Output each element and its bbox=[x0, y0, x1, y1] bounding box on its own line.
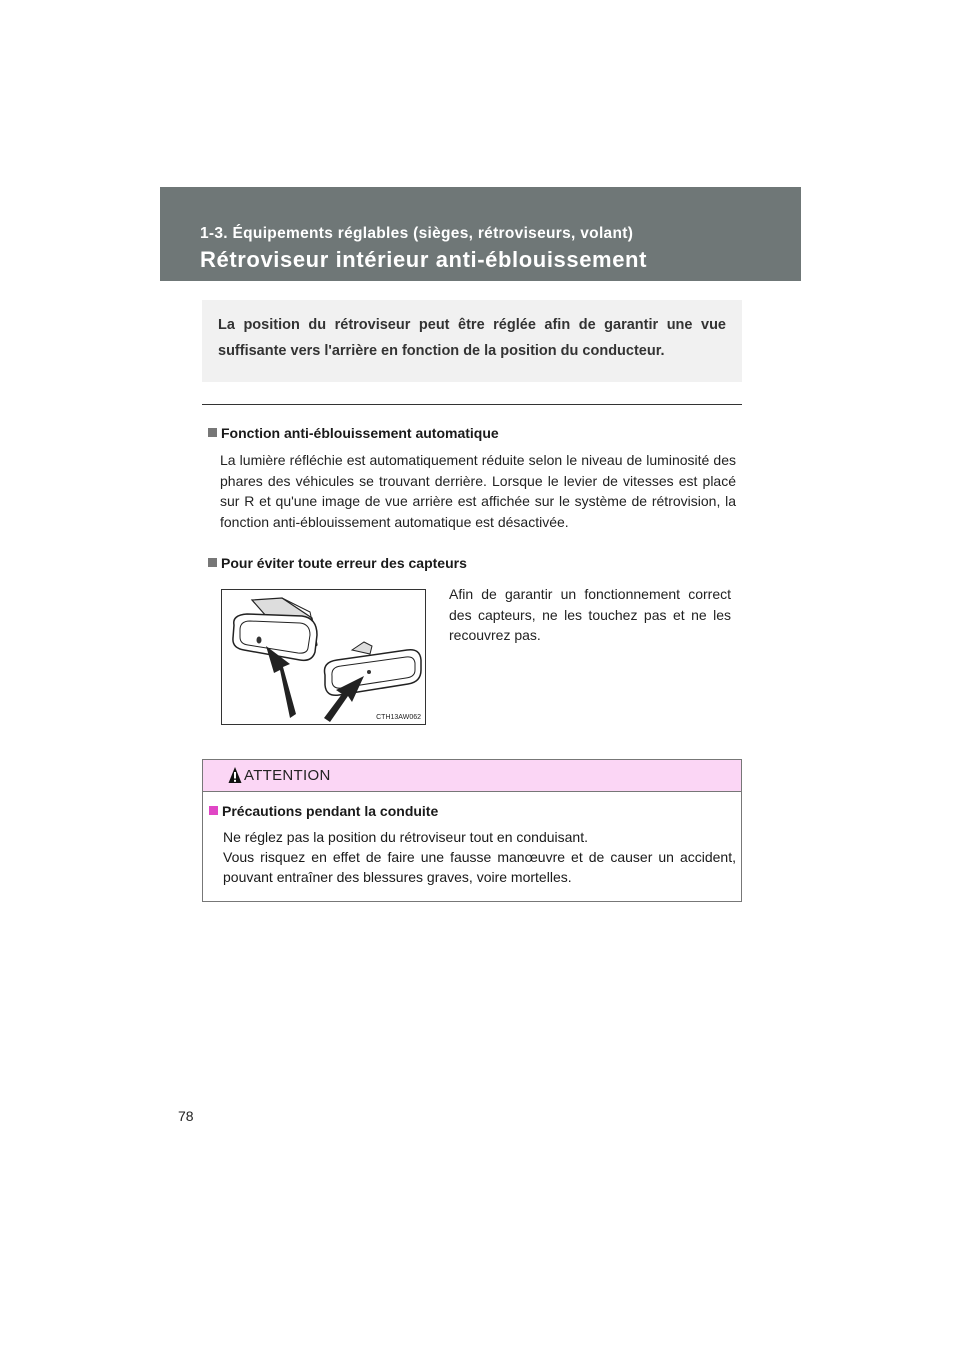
warning-line-1: Ne réglez pas la position du rétroviseur tout en conduisant. bbox=[223, 829, 588, 845]
warning-header bbox=[203, 760, 741, 792]
subheading-anti-glare: Fonction anti-éblouissement automatique bbox=[208, 425, 499, 441]
chapter-header bbox=[160, 187, 801, 281]
mirror-sensor-illustration bbox=[222, 590, 425, 724]
mirror-illustration bbox=[221, 589, 426, 725]
warning-box bbox=[202, 759, 742, 902]
warning-label: ATTENTION bbox=[244, 767, 331, 784]
subheading-sensors: Pour éviter toute erreur des capteurs bbox=[208, 555, 467, 571]
square-bullet-icon bbox=[208, 428, 217, 437]
warning-line-2: Vous risquez en effet de faire une fausse manœuvre et de causer un accident, pouvant entraîner des blessures graves, voire mortelles. bbox=[223, 849, 736, 885]
square-bullet-icon bbox=[209, 806, 218, 815]
warning-subheading: Précautions pendant la conduite bbox=[209, 803, 438, 819]
anti-glare-text: La lumière réfléchie est automatiquement réduite selon le niveau de luminosité des phares des véhicules se trouvant derrière. Lorsque le levier de vitesses est placé sur R et qu'une image de vue arrière est affichée sur le système de rétrovision, la fonction anti-éblouissement automatique est désactivée. bbox=[220, 452, 736, 530]
figure-code: CTH13AW062 bbox=[376, 714, 421, 721]
sensors-text: Afin de garantir un fonctionnement correct des capteurs, ne les touchez pas et ne les recouvrez pas. bbox=[449, 586, 731, 643]
page-number: 78 bbox=[178, 1108, 194, 1124]
square-bullet-icon bbox=[208, 558, 217, 567]
section-title: 1-3. Équipements réglables (sièges, rétroviseurs, volant) bbox=[200, 225, 634, 242]
warning-text bbox=[223, 827, 736, 887]
page-title: Rétroviseur intérieur anti-éblouissement bbox=[200, 247, 647, 272]
intro-text: La position du rétroviseur peut être réglée afin de garantir une vue suffisante vers l'arrière en fonction de la position du conducteur. bbox=[218, 317, 726, 359]
warning-triangle-icon bbox=[228, 766, 242, 784]
intro-box bbox=[202, 300, 742, 382]
divider bbox=[202, 404, 742, 405]
